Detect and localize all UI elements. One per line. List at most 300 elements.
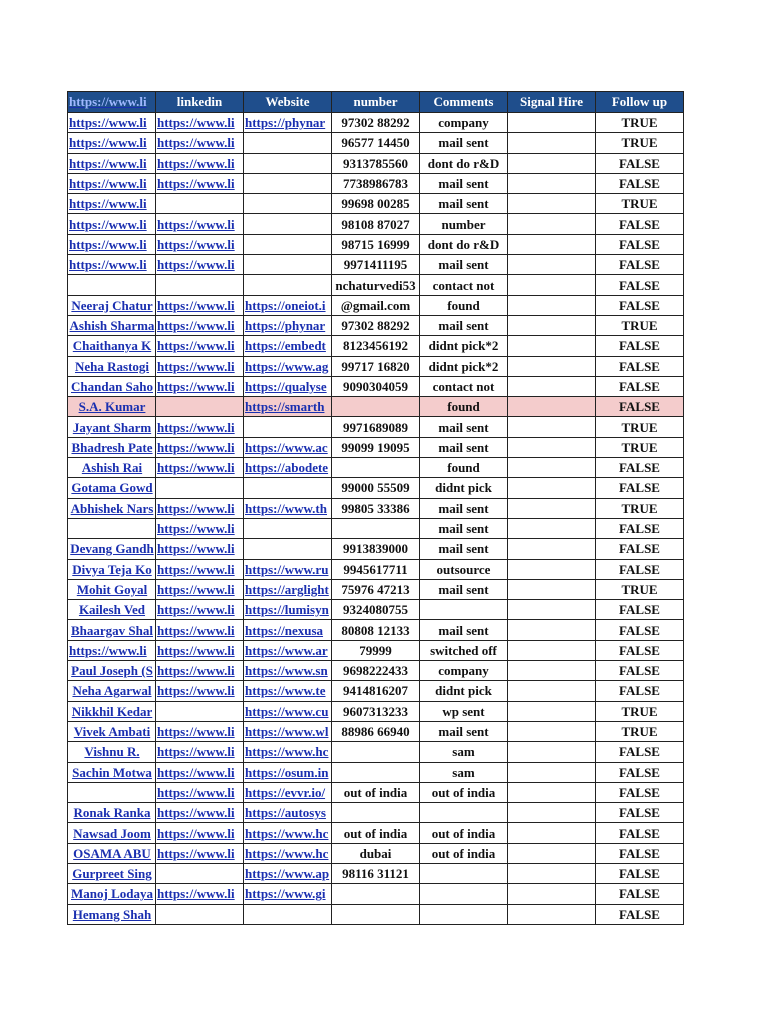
name-or-profile-cell[interactable]: https://www.li (68, 194, 156, 214)
follow-up-cell[interactable]: FALSE (596, 397, 684, 417)
linkedin-cell[interactable]: https://www.li (156, 214, 244, 234)
name-or-profile-cell[interactable]: Ashish Sharma (68, 315, 156, 335)
number-cell[interactable]: 99698 00285 (332, 194, 420, 214)
website-cell[interactable]: https://www.sn (244, 661, 332, 681)
name-or-profile-cell[interactable]: Paul Joseph (S (68, 661, 156, 681)
number-cell[interactable]: 9698222433 (332, 661, 420, 681)
signal-hire-cell[interactable] (508, 417, 596, 437)
website-cell[interactable] (244, 234, 332, 254)
website-cell[interactable]: https://arglight (244, 579, 332, 599)
comments-cell[interactable]: mail sent (420, 620, 508, 640)
signal-hire-cell[interactable] (508, 153, 596, 173)
table-row (68, 315, 684, 335)
linkedin-cell[interactable]: https://www.li (156, 579, 244, 599)
comments-cell[interactable]: mail sent (420, 315, 508, 335)
linkedin-cell[interactable]: https://www.li (156, 620, 244, 640)
number-cell[interactable]: 99717 16820 (332, 356, 420, 376)
follow-up-cell[interactable]: TRUE (596, 701, 684, 721)
follow-up-cell[interactable]: TRUE (596, 113, 684, 133)
signal-hire-cell[interactable] (508, 234, 596, 254)
linkedin-cell[interactable] (156, 701, 244, 721)
linkedin-cell[interactable] (156, 478, 244, 498)
linkedin-cell[interactable]: https://www.li (156, 437, 244, 457)
linkedin-cell[interactable]: https://www.li (156, 336, 244, 356)
website-cell[interactable]: https://www.gi (244, 884, 332, 904)
website-cell[interactable]: https://phynar (244, 315, 332, 335)
follow-up-cell[interactable]: FALSE (596, 376, 684, 396)
header-number[interactable]: number (332, 92, 420, 113)
signal-hire-cell[interactable] (508, 478, 596, 498)
linkedin-cell[interactable]: https://www.li (156, 823, 244, 843)
comments-cell[interactable]: mail sent (420, 417, 508, 437)
comments-cell[interactable]: mail sent (420, 539, 508, 559)
number-cell[interactable] (332, 904, 420, 924)
number-cell[interactable] (332, 742, 420, 762)
comments-cell[interactable] (420, 904, 508, 924)
follow-up-cell[interactable]: TRUE (596, 133, 684, 153)
name-or-profile-cell[interactable]: Vivek Ambati (68, 721, 156, 741)
linkedin-cell[interactable]: https://www.li (156, 498, 244, 518)
linkedin-cell[interactable]: https://www.li (156, 559, 244, 579)
table-row (68, 640, 684, 660)
comments-cell[interactable]: mail sent (420, 437, 508, 457)
website-cell[interactable]: https://www.wl (244, 721, 332, 741)
number-cell[interactable]: 99099 19095 (332, 437, 420, 457)
number-cell[interactable]: 9971411195 (332, 255, 420, 275)
follow-up-cell[interactable]: FALSE (596, 863, 684, 883)
follow-up-cell[interactable]: FALSE (596, 782, 684, 802)
website-cell[interactable] (244, 153, 332, 173)
signal-hire-cell[interactable] (508, 113, 596, 133)
website-cell[interactable]: https://www.ru (244, 559, 332, 579)
website-cell[interactable]: https://www.ar (244, 640, 332, 660)
website-cell[interactable] (244, 518, 332, 538)
signal-hire-cell[interactable] (508, 458, 596, 478)
name-or-profile-cell[interactable]: Sachin Motwa (68, 762, 156, 782)
number-cell[interactable] (332, 397, 420, 417)
signal-hire-cell[interactable] (508, 904, 596, 924)
signal-hire-cell[interactable] (508, 863, 596, 883)
follow-up-cell[interactable]: FALSE (596, 762, 684, 782)
comments-cell[interactable]: dont do r&D (420, 234, 508, 254)
name-or-profile-cell[interactable]: S.A. Kumar (68, 397, 156, 417)
comments-cell[interactable]: didnt pick (420, 478, 508, 498)
website-cell[interactable] (244, 255, 332, 275)
name-or-profile-cell[interactable]: Neeraj Chatur (68, 295, 156, 315)
name-or-profile-cell[interactable]: OSAMA ABU (68, 843, 156, 863)
website-cell[interactable]: https://abodete (244, 458, 332, 478)
number-cell[interactable]: 88986 66940 (332, 721, 420, 741)
comments-cell[interactable]: contact not (420, 275, 508, 295)
signal-hire-cell[interactable] (508, 295, 596, 315)
name-or-profile-cell[interactable]: Mohit Goyal (68, 579, 156, 599)
follow-up-cell[interactable]: FALSE (596, 518, 684, 538)
linkedin-cell[interactable] (156, 397, 244, 417)
comments-cell[interactable] (420, 600, 508, 620)
number-cell[interactable]: dubai (332, 843, 420, 863)
signal-hire-cell[interactable] (508, 661, 596, 681)
website-cell[interactable]: https://evvr.io/ (244, 782, 332, 802)
comments-cell[interactable]: out of india (420, 843, 508, 863)
number-cell[interactable]: 9971689089 (332, 417, 420, 437)
comments-cell[interactable]: found (420, 295, 508, 315)
follow-up-cell[interactable]: FALSE (596, 173, 684, 193)
linkedin-cell[interactable]: https://www.li (156, 255, 244, 275)
comments-cell[interactable]: mail sent (420, 255, 508, 275)
follow-up-cell[interactable]: FALSE (596, 681, 684, 701)
header-first-cell-text[interactable]: https://www.li (69, 94, 147, 109)
website-cell[interactable]: https://www.te (244, 681, 332, 701)
comments-cell[interactable]: mail sent (420, 498, 508, 518)
linkedin-cell[interactable] (156, 194, 244, 214)
comments-cell[interactable]: company (420, 113, 508, 133)
website-cell[interactable]: https://smarth (244, 397, 332, 417)
name-or-profile-cell[interactable]: https://www.li (68, 153, 156, 173)
website-cell[interactable]: https://www.hc (244, 843, 332, 863)
name-or-profile-cell[interactable]: https://www.li (68, 113, 156, 133)
website-cell[interactable]: https://www.hc (244, 823, 332, 843)
number-cell[interactable]: 80808 12133 (332, 620, 420, 640)
signal-hire-cell[interactable] (508, 376, 596, 396)
linkedin-cell[interactable] (156, 863, 244, 883)
signal-hire-cell[interactable] (508, 194, 596, 214)
name-or-profile-cell[interactable]: Abhishek Nars (68, 498, 156, 518)
name-or-profile-cell[interactable]: Bhadresh Pate (68, 437, 156, 457)
website-cell[interactable]: https://nexusa (244, 620, 332, 640)
comments-cell[interactable]: mail sent (420, 173, 508, 193)
linkedin-cell[interactable]: https://www.li (156, 742, 244, 762)
website-cell[interactable] (244, 214, 332, 234)
signal-hire-cell[interactable] (508, 437, 596, 457)
linkedin-cell[interactable]: https://www.li (156, 721, 244, 741)
linkedin-cell[interactable]: https://www.li (156, 315, 244, 335)
linkedin-cell[interactable] (156, 904, 244, 924)
number-cell[interactable]: 9414816207 (332, 681, 420, 701)
follow-up-cell[interactable]: FALSE (596, 904, 684, 924)
header-linkedin[interactable]: linkedin (156, 92, 244, 113)
name-or-profile-cell[interactable]: Nawsad Joom (68, 823, 156, 843)
number-cell[interactable]: 75976 47213 (332, 579, 420, 599)
website-cell[interactable] (244, 417, 332, 437)
linkedin-cell[interactable]: https://www.li (156, 782, 244, 802)
name-or-profile-cell[interactable]: https://www.li (68, 255, 156, 275)
follow-up-cell[interactable]: FALSE (596, 823, 684, 843)
signal-hire-cell[interactable] (508, 518, 596, 538)
linkedin-cell[interactable]: https://www.li (156, 539, 244, 559)
follow-up-cell[interactable]: TRUE (596, 194, 684, 214)
name-or-profile-cell[interactable]: Chaithanya K (68, 336, 156, 356)
header-website[interactable]: Website (244, 92, 332, 113)
follow-up-cell[interactable]: FALSE (596, 843, 684, 863)
comments-cell[interactable]: mail sent (420, 579, 508, 599)
signal-hire-cell[interactable] (508, 275, 596, 295)
website-cell[interactable]: https://qualyse (244, 376, 332, 396)
name-or-profile-cell[interactable]: Ashish Rai (68, 458, 156, 478)
table-row (68, 904, 684, 924)
website-cell[interactable] (244, 275, 332, 295)
header-comments[interactable]: Comments (420, 92, 508, 113)
number-cell[interactable]: @gmail.com (332, 295, 420, 315)
linkedin-cell[interactable]: https://www.li (156, 681, 244, 701)
comments-cell[interactable]: sam (420, 742, 508, 762)
follow-up-cell[interactable]: FALSE (596, 255, 684, 275)
linkedin-cell[interactable]: https://www.li (156, 762, 244, 782)
website-cell[interactable]: https://oneiot.i (244, 295, 332, 315)
name-or-profile-cell[interactable] (68, 275, 156, 295)
name-or-profile-cell[interactable]: Bhaargav Shal (68, 620, 156, 640)
table-row (68, 417, 684, 437)
follow-up-cell[interactable]: FALSE (596, 458, 684, 478)
linkedin-cell[interactable]: https://www.li (156, 295, 244, 315)
header-cell-link[interactable] (68, 92, 156, 113)
number-cell[interactable] (332, 762, 420, 782)
table-row (68, 721, 684, 741)
table-row (68, 782, 684, 802)
number-cell[interactable]: 7738986783 (332, 173, 420, 193)
follow-up-cell[interactable]: TRUE (596, 721, 684, 741)
header-row (68, 92, 684, 113)
linkedin-cell[interactable]: https://www.li (156, 113, 244, 133)
number-cell[interactable]: out of india (332, 782, 420, 802)
number-cell[interactable]: 99000 55509 (332, 478, 420, 498)
name-or-profile-cell[interactable]: https://www.li (68, 640, 156, 660)
comments-cell[interactable]: didnt pick (420, 681, 508, 701)
linkedin-cell[interactable]: https://www.li (156, 803, 244, 823)
comments-cell[interactable]: mail sent (420, 518, 508, 538)
website-cell[interactable]: https://www.cu (244, 701, 332, 721)
website-cell[interactable]: https://embedt (244, 336, 332, 356)
signal-hire-cell[interactable] (508, 539, 596, 559)
linkedin-cell[interactable]: https://www.li (156, 234, 244, 254)
number-cell[interactable]: 98108 87027 (332, 214, 420, 234)
follow-up-cell[interactable]: FALSE (596, 234, 684, 254)
name-or-profile-cell[interactable] (68, 782, 156, 802)
follow-up-cell[interactable]: FALSE (596, 803, 684, 823)
signal-hire-cell[interactable] (508, 742, 596, 762)
number-cell[interactable]: 97302 88292 (332, 315, 420, 335)
signal-hire-cell[interactable] (508, 214, 596, 234)
number-cell[interactable]: 96577 14450 (332, 133, 420, 153)
follow-up-cell[interactable]: FALSE (596, 742, 684, 762)
follow-up-cell[interactable]: FALSE (596, 275, 684, 295)
name-or-profile-cell[interactable]: Jayant Sharm (68, 417, 156, 437)
comments-cell[interactable]: number (420, 214, 508, 234)
number-cell[interactable]: nchaturvedi53 (332, 275, 420, 295)
name-or-profile-cell[interactable]: Gotama Gowd (68, 478, 156, 498)
follow-up-cell[interactable]: TRUE (596, 579, 684, 599)
follow-up-cell[interactable]: FALSE (596, 478, 684, 498)
name-or-profile-cell[interactable]: https://www.li (68, 173, 156, 193)
number-cell[interactable]: 9913839000 (332, 539, 420, 559)
table-row (68, 376, 684, 396)
linkedin-cell[interactable]: https://www.li (156, 153, 244, 173)
website-cell[interactable] (244, 904, 332, 924)
table-row (68, 600, 684, 620)
website-cell[interactable] (244, 173, 332, 193)
signal-hire-cell[interactable] (508, 579, 596, 599)
follow-up-cell[interactable]: TRUE (596, 417, 684, 437)
number-cell[interactable]: 8123456192 (332, 336, 420, 356)
number-cell[interactable]: 9945617711 (332, 559, 420, 579)
comments-cell[interactable] (420, 863, 508, 883)
linkedin-cell[interactable]: https://www.li (156, 173, 244, 193)
header-follow-up[interactable]: Follow up (596, 92, 684, 113)
name-or-profile-cell[interactable]: Kailesh Ved (68, 600, 156, 620)
signal-hire-cell[interactable] (508, 884, 596, 904)
follow-up-cell[interactable]: FALSE (596, 559, 684, 579)
signal-hire-cell[interactable] (508, 133, 596, 153)
name-or-profile-cell[interactable]: https://www.li (68, 234, 156, 254)
signal-hire-cell[interactable] (508, 397, 596, 417)
number-cell[interactable]: 9090304059 (332, 376, 420, 396)
follow-up-cell[interactable]: FALSE (596, 884, 684, 904)
number-cell[interactable]: 9324080755 (332, 600, 420, 620)
comments-cell[interactable]: switched off (420, 640, 508, 660)
signal-hire-cell[interactable] (508, 498, 596, 518)
comments-cell[interactable]: wp sent (420, 701, 508, 721)
comments-cell[interactable]: sam (420, 762, 508, 782)
comments-cell[interactable] (420, 803, 508, 823)
linkedin-cell[interactable]: https://www.li (156, 640, 244, 660)
signal-hire-cell[interactable] (508, 701, 596, 721)
number-cell[interactable]: 9313785560 (332, 153, 420, 173)
website-cell[interactable]: https://phynar (244, 113, 332, 133)
name-or-profile-cell[interactable]: https://www.li (68, 214, 156, 234)
signal-hire-cell[interactable] (508, 823, 596, 843)
follow-up-cell[interactable]: TRUE (596, 498, 684, 518)
linkedin-cell[interactable]: https://www.li (156, 417, 244, 437)
number-cell[interactable]: 98715 16999 (332, 234, 420, 254)
linkedin-cell[interactable]: https://www.li (156, 458, 244, 478)
name-or-profile-cell[interactable] (68, 518, 156, 538)
number-cell[interactable] (332, 884, 420, 904)
linkedin-cell[interactable]: https://www.li (156, 661, 244, 681)
follow-up-cell[interactable]: TRUE (596, 437, 684, 457)
signal-hire-cell[interactable] (508, 843, 596, 863)
table-row (68, 620, 684, 640)
comments-cell[interactable]: out of india (420, 782, 508, 802)
name-or-profile-cell[interactable]: Gurpreet Sing (68, 863, 156, 883)
website-cell[interactable] (244, 194, 332, 214)
comments-cell[interactable]: company (420, 661, 508, 681)
name-or-profile-cell[interactable]: https://www.li (68, 133, 156, 153)
name-or-profile-cell[interactable]: Neha Agarwal (68, 681, 156, 701)
signal-hire-cell[interactable] (508, 600, 596, 620)
comments-cell[interactable]: mail sent (420, 721, 508, 741)
table-row (68, 356, 684, 376)
comments-cell[interactable] (420, 884, 508, 904)
number-cell[interactable] (332, 458, 420, 478)
number-cell[interactable]: 79999 (332, 640, 420, 660)
website-cell[interactable]: https://lumisyn (244, 600, 332, 620)
signal-hire-cell[interactable] (508, 640, 596, 660)
comments-cell[interactable]: outsource (420, 559, 508, 579)
follow-up-cell[interactable]: FALSE (596, 620, 684, 640)
follow-up-cell[interactable]: FALSE (596, 356, 684, 376)
signal-hire-cell[interactable] (508, 173, 596, 193)
name-or-profile-cell[interactable]: Vishnu R. (68, 742, 156, 762)
follow-up-cell[interactable]: FALSE (596, 640, 684, 660)
signal-hire-cell[interactable] (508, 782, 596, 802)
linkedin-cell[interactable]: https://www.li (156, 376, 244, 396)
comments-cell[interactable]: found (420, 397, 508, 417)
website-cell[interactable]: https://www.th (244, 498, 332, 518)
name-or-profile-cell[interactable]: Ronak Ranka (68, 803, 156, 823)
signal-hire-cell[interactable] (508, 336, 596, 356)
signal-hire-cell[interactable] (508, 803, 596, 823)
website-cell[interactable]: https://www.ac (244, 437, 332, 457)
linkedin-cell[interactable]: https://www.li (156, 600, 244, 620)
table-row (68, 843, 684, 863)
follow-up-cell[interactable]: FALSE (596, 661, 684, 681)
comments-cell[interactable]: out of india (420, 823, 508, 843)
comments-cell[interactable]: mail sent (420, 194, 508, 214)
website-cell[interactable]: https://www.ag (244, 356, 332, 376)
linkedin-cell[interactable]: https://www.li (156, 518, 244, 538)
name-or-profile-cell[interactable]: Hemang Shah (68, 904, 156, 924)
number-cell[interactable] (332, 803, 420, 823)
number-cell[interactable]: 98116 31121 (332, 863, 420, 883)
website-cell[interactable]: https://autosys (244, 803, 332, 823)
comments-cell[interactable]: contact not (420, 376, 508, 396)
linkedin-cell[interactable]: https://www.li (156, 133, 244, 153)
follow-up-cell[interactable]: FALSE (596, 336, 684, 356)
linkedin-cell[interactable]: https://www.li (156, 843, 244, 863)
number-cell[interactable]: 97302 88292 (332, 113, 420, 133)
follow-up-cell[interactable]: FALSE (596, 600, 684, 620)
signal-hire-cell[interactable] (508, 721, 596, 741)
comments-cell[interactable]: dont do r&D (420, 153, 508, 173)
website-cell[interactable] (244, 133, 332, 153)
number-cell[interactable]: 9607313233 (332, 701, 420, 721)
header-signal-hire[interactable]: Signal Hire (508, 92, 596, 113)
name-or-profile-cell[interactable]: Nikkhil Kedar (68, 701, 156, 721)
signal-hire-cell[interactable] (508, 620, 596, 640)
website-cell[interactable]: https://www.hc (244, 742, 332, 762)
website-cell[interactable] (244, 478, 332, 498)
follow-up-cell[interactable]: FALSE (596, 153, 684, 173)
follow-up-cell[interactable]: FALSE (596, 214, 684, 234)
follow-up-cell[interactable]: FALSE (596, 539, 684, 559)
name-or-profile-cell[interactable]: Chandan Saho (68, 376, 156, 396)
follow-up-cell[interactable]: TRUE (596, 315, 684, 335)
name-or-profile-cell[interactable]: Divya Teja Ko (68, 559, 156, 579)
linkedin-cell[interactable]: https://www.li (156, 356, 244, 376)
signal-hire-cell[interactable] (508, 762, 596, 782)
follow-up-cell[interactable]: FALSE (596, 295, 684, 315)
signal-hire-cell[interactable] (508, 559, 596, 579)
number-cell[interactable]: out of india (332, 823, 420, 843)
signal-hire-cell[interactable] (508, 356, 596, 376)
name-or-profile-cell[interactable]: Neha Rastogi (68, 356, 156, 376)
signal-hire-cell[interactable] (508, 681, 596, 701)
comments-cell[interactable]: didnt pick*2 (420, 356, 508, 376)
number-cell[interactable] (332, 518, 420, 538)
linkedin-cell[interactable]: https://www.li (156, 884, 244, 904)
website-cell[interactable] (244, 539, 332, 559)
signal-hire-cell[interactable] (508, 315, 596, 335)
number-cell[interactable]: 99805 33386 (332, 498, 420, 518)
comments-cell[interactable]: didnt pick*2 (420, 336, 508, 356)
website-cell[interactable]: https://osum.in (244, 762, 332, 782)
name-or-profile-cell[interactable]: Devang Gandh (68, 539, 156, 559)
website-cell[interactable]: https://www.ap (244, 863, 332, 883)
comments-cell[interactable]: found (420, 458, 508, 478)
signal-hire-cell[interactable] (508, 255, 596, 275)
name-or-profile-cell[interactable]: Manoj Lodaya (68, 884, 156, 904)
linkedin-cell[interactable] (156, 275, 244, 295)
comments-cell[interactable]: mail sent (420, 133, 508, 153)
